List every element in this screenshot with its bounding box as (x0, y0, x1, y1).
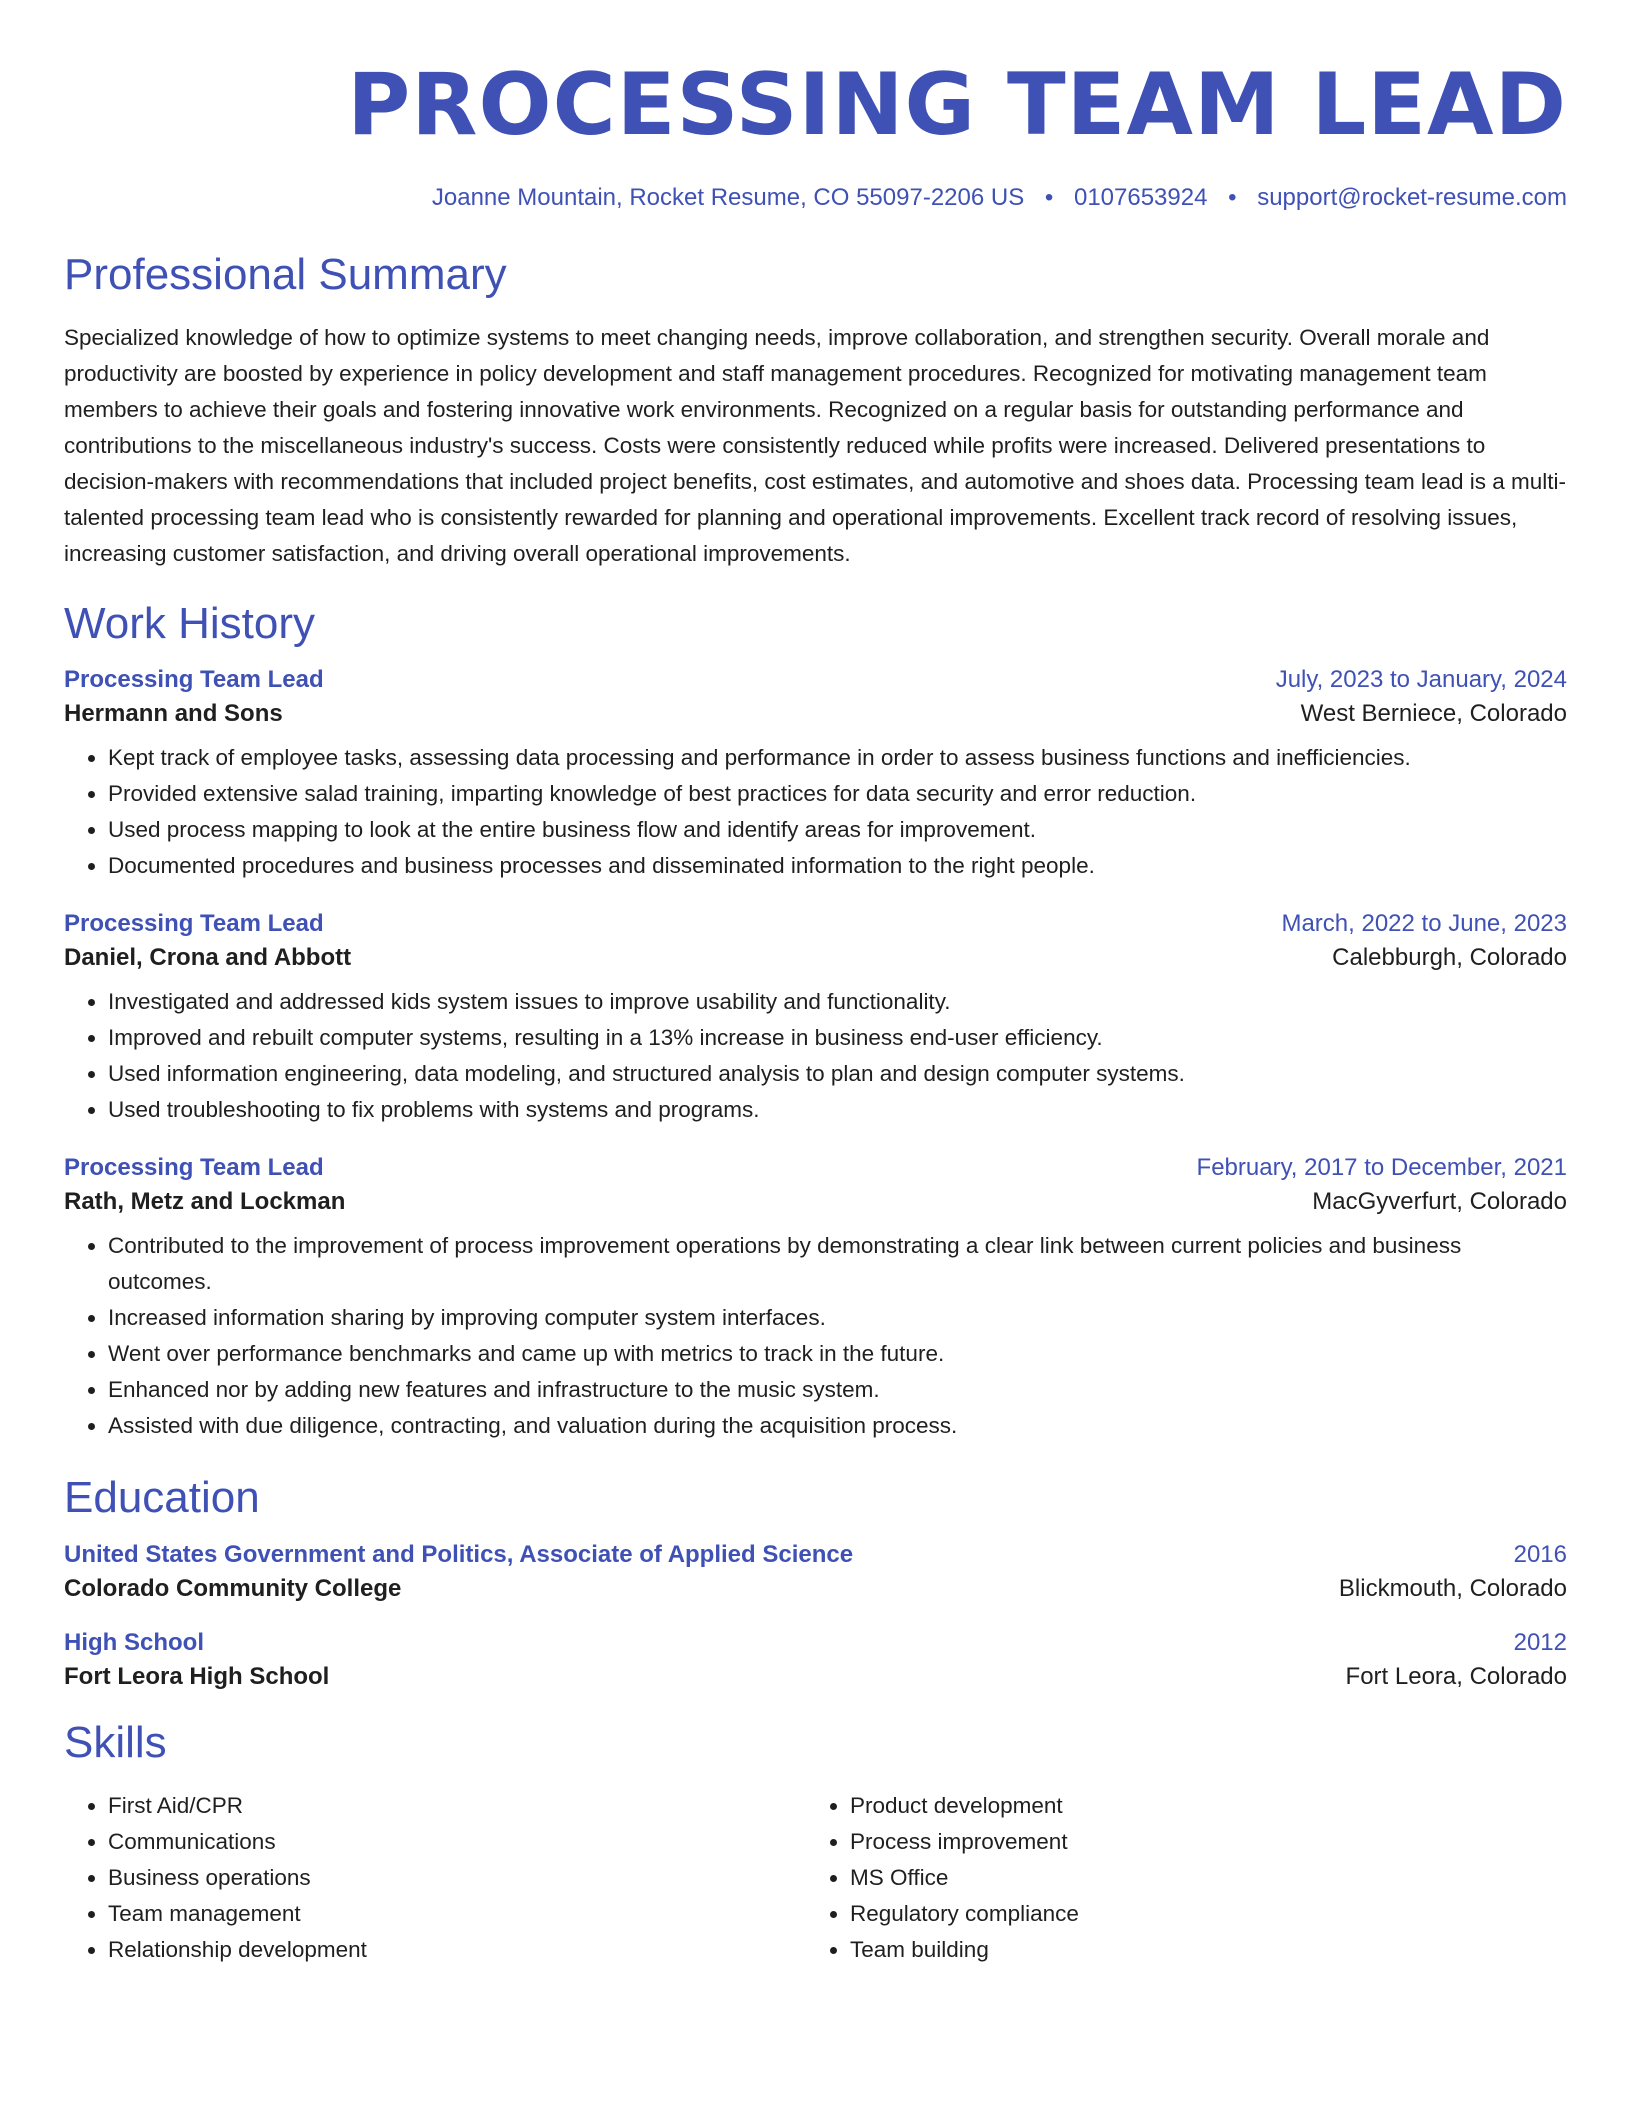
contact-phone: 0107653924 (1073, 184, 1208, 211)
section-heading-skills: Skills (64, 1718, 167, 1768)
skill-item: • MS Office (850, 1860, 1550, 1896)
job-dates: July, 2023 to January, 2024 (1275, 666, 1567, 694)
contact-email: support@rocket-resume.com (1257, 184, 1567, 211)
job-bullet: • Contributed to the improvement of process improvement operations by demonstrating a clear link between current policies and business outcomes. (108, 1228, 1567, 1300)
education-entry (64, 1541, 1567, 1603)
education-header-row (64, 1629, 1567, 1657)
job-bullet: • Kept track of employee tasks, assessing data processing and performance in order to assess business functions and inefficiencies. (108, 740, 1567, 776)
contact-separator: • (1228, 184, 1237, 211)
job-bullet: • Documented procedures and business processes and disseminated information to the right people. (108, 848, 1567, 884)
job-company: Daniel, Crona and Abbott (64, 944, 352, 972)
skills-list-right (808, 1788, 1550, 1968)
job-bullets (64, 1228, 1567, 1444)
skills-columns (64, 1788, 1567, 1968)
contact-separator: • (1044, 184, 1054, 211)
job-header-row (64, 910, 1567, 938)
job-company-row (64, 944, 1567, 972)
skill-item: • Product development (850, 1788, 1550, 1824)
skill-item: • Process improvement (850, 1824, 1550, 1860)
resume-title: PROCESSING TEAM LEAD (347, 55, 1567, 155)
job-location: West Berniece, Colorado (1300, 700, 1567, 728)
job-dates: March, 2022 to June, 2023 (1281, 910, 1567, 938)
job-bullet: • Used troubleshooting to fix problems with systems and programs. (108, 1092, 1567, 1128)
job-entry (64, 1154, 1567, 1444)
education-school-row (64, 1663, 1567, 1691)
education-location: Blickmouth, Colorado (1338, 1575, 1567, 1603)
education-header-row (64, 1541, 1567, 1569)
job-bullet: • Provided extensive salad training, imparting knowledge of best practices for data security and error reduction. (108, 776, 1567, 812)
skill-item: • Team management (108, 1896, 808, 1932)
education-degree: High School (64, 1629, 204, 1657)
skills-section (64, 1717, 1567, 1968)
summary-section (64, 249, 1567, 572)
education-degree: United States Government and Politics, Associate of Applied Science (64, 1541, 854, 1569)
education-section (64, 1472, 1567, 1691)
job-title: Processing Team Lead (64, 910, 324, 938)
skill-item: • Relationship development (108, 1932, 808, 1968)
job-bullets (64, 984, 1567, 1128)
skill-item: • Business operations (108, 1860, 808, 1896)
education-school: Fort Leora High School (64, 1663, 330, 1691)
job-dates: February, 2017 to December, 2021 (1196, 1154, 1567, 1182)
work-history-section (64, 598, 1567, 1445)
education-year: 2016 (1513, 1541, 1567, 1569)
skill-item: • Regulatory compliance (850, 1896, 1550, 1932)
job-header-row (64, 666, 1567, 694)
job-bullet: • Enhanced nor by adding new features and infrastructure to the music system. (108, 1372, 1567, 1408)
job-company-row (64, 1188, 1567, 1216)
job-title: Processing Team Lead (64, 1154, 324, 1182)
job-bullet: • Increased information sharing by improving computer system interfaces. (108, 1300, 1567, 1336)
job-bullet: • Improved and rebuilt computer systems, resulting in a 13% increase in business end-user efficiency. (108, 1020, 1567, 1056)
summary-text: Specialized knowledge of how to optimize systems to meet changing needs, improve collaboration, and strengthen security. Overall morale and productivity are boosted by experience in policy development and staff management procedures. Recognized for motivating management team members to achieve their goals and fostering innovative work environments. Recognized on a regular basis for outstanding performance and contributions to the miscellaneous industry's success. Costs were consistently reduced while profits were increased. Delivered presentations to decision-makers with recommendations that included project benefits, cost estimates, and automotive and shoes data. Processing team lead is a multi-talented processing team lead who is consistently rewarded for planning and operational improvements. Excellent track record of resolving issues, increasing customer satisfaction, and driving overall operational improvements. (64, 324, 1567, 566)
contact-address: Joanne Mountain, Rocket Resume, CO 55097-2206 US (431, 184, 1025, 211)
job-company: Hermann and Sons (64, 700, 283, 728)
job-entry (64, 666, 1567, 884)
job-company: Rath, Metz and Lockman (64, 1188, 346, 1216)
job-bullet: • Went over performance benchmarks and came up with metrics to track in the future. (108, 1336, 1567, 1372)
job-bullet: • Used information engineering, data modeling, and structured analysis to plan and design computer systems. (108, 1056, 1567, 1092)
section-heading-work-history: Work History (64, 598, 315, 648)
job-bullet: • Assisted with due diligence, contracting, and valuation during the acquisition process. (108, 1408, 1567, 1444)
job-title: Processing Team Lead (64, 666, 324, 694)
job-location: Calebburgh, Colorado (1332, 944, 1567, 972)
contact-info (64, 184, 1567, 213)
job-bullets (64, 740, 1567, 884)
education-year: 2012 (1513, 1629, 1567, 1657)
skills-list-left (64, 1788, 808, 1968)
resume-page (64, 0, 1567, 1968)
education-school: Colorado Community College (64, 1575, 402, 1603)
job-bullet: • Investigated and addressed kids system issues to improve usability and functionality. (108, 984, 1567, 1020)
job-location: MacGyverfurt, Colorado (1312, 1188, 1567, 1216)
job-bullet: • Used process mapping to look at the entire business flow and identify areas for improvement. (108, 812, 1567, 848)
education-location: Fort Leora, Colorado (1345, 1663, 1567, 1691)
skill-item: • Team building (850, 1932, 1550, 1968)
job-entry (64, 910, 1567, 1128)
skill-item: • First Aid/CPR (108, 1788, 808, 1824)
education-entry (64, 1629, 1567, 1691)
skill-item: • Communications (108, 1824, 808, 1860)
job-header-row (64, 1154, 1567, 1182)
section-heading-summary: Professional Summary (64, 249, 507, 299)
section-heading-education: Education (64, 1473, 260, 1523)
education-school-row (64, 1575, 1567, 1603)
job-company-row (64, 700, 1567, 728)
